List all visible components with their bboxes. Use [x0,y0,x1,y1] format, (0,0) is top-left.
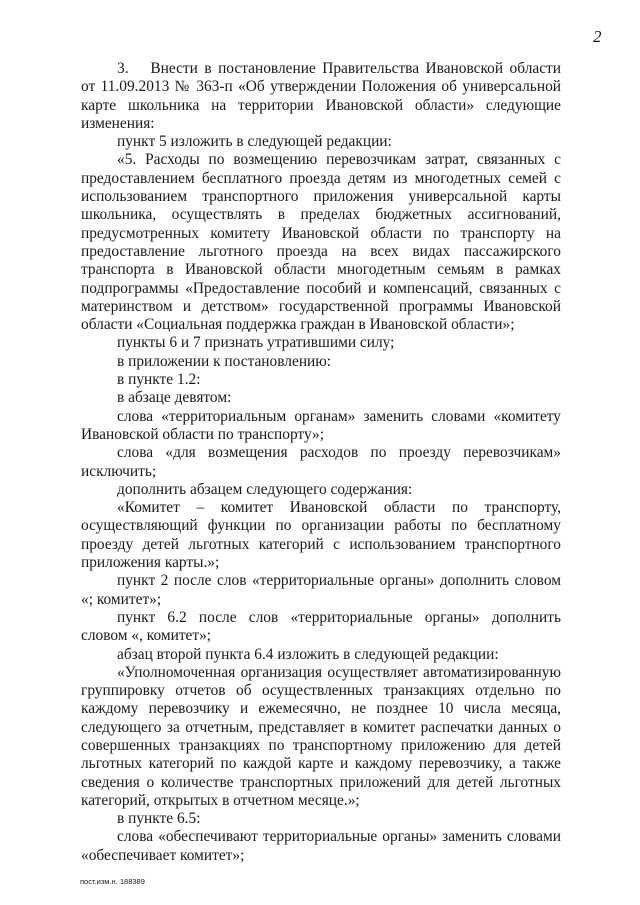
paragraph: дополнить абзацем следующего содержания: [117,480,413,498]
paragraph: «5. Расходы по возмещению перевозчикам затрат, связанных с предоставлением бесплатного проезда детям из многодетных семей с использованием транспортного приложения универсальной карты школьника, осуществлять в пределах бюджетных ассигнований, предусмотренных комитету Ивановской области по транспорту на предоставление льготного проезда на всех видах пассажирского транспорта в Ивановской области многодетным семьям в рамках подпрограммы «Предоставление пособий и компенсаций, связанных с материнством и детством» государственной программы Ивановской области «Социальная поддержка граждан в Ивановской области»; [81,151,561,334]
paragraph: в абзаце девятом: [117,389,232,407]
paragraph: пункт 6.2 после слов «территориальные органы» дополнить словом «, комитет»; [81,608,561,645]
paragraph: в пункте 6.5: [117,810,201,828]
paragraph: в пункте 1.2: [117,371,201,389]
paragraph: слова «для возмещения расходов по проезду перевозчикам» исключить; [81,444,561,480]
paragraph: абзац второй пункта 6.4 изложить в следующей редакции: [117,645,499,663]
page-number: 2 [593,27,602,46]
paragraph: пункт 2 после слов «территориальные органы» дополнить словом «; комитет»; [81,572,561,608]
footer-document-code: пост.изм.н. 188389 [80,877,145,886]
paragraph: слова «территориальным органам» заменить словами «комитету Ивановской области по транспорту»; [81,407,561,443]
document-body [81,60,561,865]
paragraph: слова «обеспечивают территориальные органы» заменить словами «обеспечивает комитет»; [81,828,561,864]
paragraph: пункты 6 и 7 признать утратившими силу; [117,334,395,352]
paragraph: в приложении к постановлению: [117,352,332,370]
paragraph: «Комитет – комитет Ивановской области по транспорту, осуществляющий функции по организации работы по бесплатному проезду детей льготных категорий с использованием транспортного приложения карты.»; [81,499,561,572]
paragraph: «Уполномоченная организация осуществляет автоматизированную группировку отчетов об осуществленных транзакциях отдельно по каждому перевозчику и ежемесячно, не позднее 10 числа месяца, следующего за отчетным, представляет в комитет распечатки данных о совершенных транзакциях по транспортному приложению для детей льготных категорий по каждой карте и каждому перевозчику, а также сведения о количестве транспортных приложений для детей льготных категорий, открытых в отчетном месяце.»; [81,663,561,809]
paragraph: пункт 5 изложить в следующей редакции: [117,133,392,151]
paragraph-item-3: 3. Внести в постановление Правительства Ивановской области от 11.09.2013 № 363-п «Об утверждении Положения об универсальной карте школьника на территории Ивановской области» следующие изменения: [81,60,561,132]
